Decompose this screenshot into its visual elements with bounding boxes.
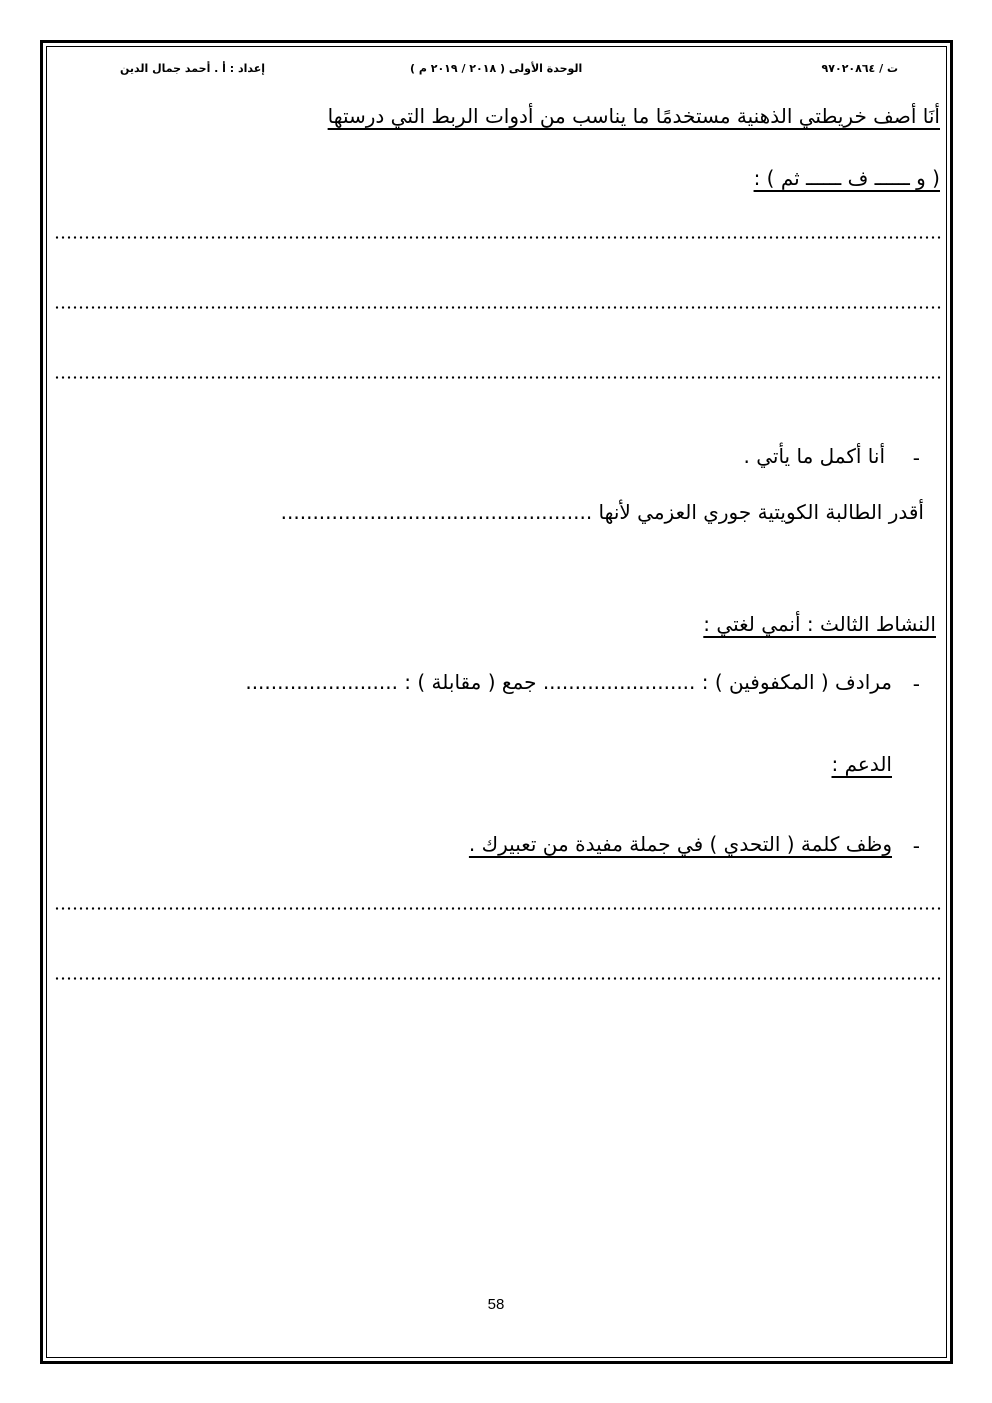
bullet-1: - — [912, 446, 920, 470]
header-author: إعداد : أ . أحمد جمال الدين — [120, 62, 266, 75]
header-phone: ت / ٩٧٠٢٠٨٦٤ — [821, 62, 898, 75]
bullet-2: - — [912, 672, 920, 696]
answer-line-5 — [54, 977, 943, 980]
page-border-inner — [46, 46, 947, 1358]
answer-line-4 — [54, 907, 943, 910]
answer-line-1 — [54, 236, 943, 239]
header-unit: الوحدة الأولى ( ٢٠١٨ / ٢٠١٩ م ) — [410, 62, 583, 75]
support-title: الدعم : — [831, 752, 892, 776]
connectors-line: ( و ــــــ ف ــــــ ثم ) : — [753, 166, 940, 190]
page-number: 58 — [487, 1296, 505, 1313]
mindmap-instruction: أنَا أصف خريطتي الذهنية مستخدمًا ما يناسب من أدوات الربط التي درستها — [327, 104, 940, 128]
answer-line-3 — [54, 376, 943, 379]
synonym-plural-item: مرادف ( المكفوفين ) : ........................ جمع ( مقابلة ) : ........................ — [245, 670, 892, 694]
activity3-title: النشاط الثالث : أنمي لغتي : — [703, 612, 936, 636]
support-instruction: وظف كلمة ( التحدي ) في جملة مفيدة من تعبيرك . — [468, 832, 892, 856]
bullet-3: - — [912, 834, 920, 858]
complete-sentence: أقدر الطالبة الكويتية جوري العزمي لأنها ................................................. — [280, 500, 924, 524]
complete-instruction: أنا أكمل ما يأتي . — [743, 444, 885, 468]
answer-line-2 — [54, 306, 943, 309]
